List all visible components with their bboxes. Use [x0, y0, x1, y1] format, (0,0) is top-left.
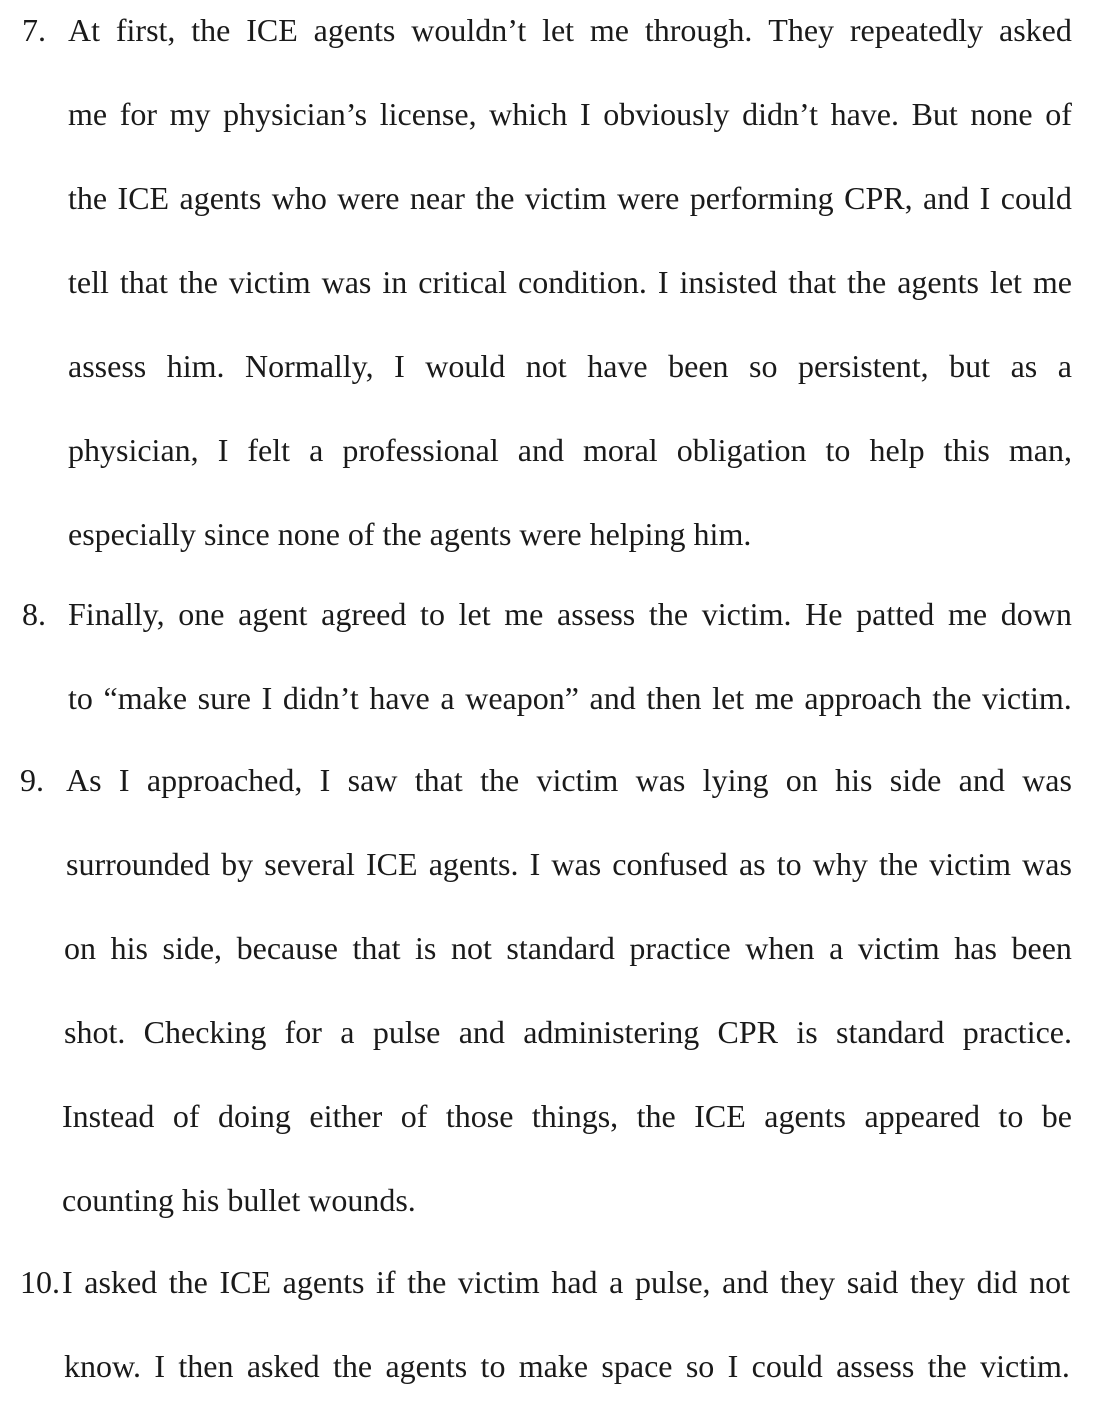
paragraph-line: At first, the ICE agents wouldn’t let me through. They repeatedly asked [68, 12, 1072, 48]
paragraph-line: Finally, one agent agreed to let me assess the victim. He patted me down [68, 596, 1072, 632]
paragraph-number: 7. [22, 12, 46, 48]
paragraph-line: shot. Checking for a pulse and administering CPR is standard practice. [64, 1014, 1072, 1050]
paragraph-line: physician, I felt a professional and moral obligation to help this man, [68, 432, 1072, 468]
paragraph-line: on his side, because that is not standard practice when a victim has been [64, 930, 1072, 966]
paragraph-9 [20, 760, 1072, 1220]
paragraph-line: the ICE agents who were near the victim were performing CPR, and I could [68, 180, 1072, 216]
paragraph-number: 8. [22, 596, 46, 632]
paragraph-line: to “make sure I didn’t have a weapon” and then let me approach the victim. [68, 680, 1072, 716]
paragraph-line: assess him. Normally, I would not have been so persistent, but as a [68, 348, 1072, 384]
paragraph-line: Instead of doing either of those things, the ICE agents appeared to be [62, 1098, 1072, 1134]
paragraph-line: surrounded by several ICE agents. I was confused as to why the victim was [66, 846, 1072, 882]
paragraph-line: counting his bullet wounds. [62, 1182, 416, 1218]
paragraph-line: I asked the ICE agents if the victim had a pulse, and they said they did not [62, 1264, 1070, 1300]
paragraph-line: tell that the victim was in critical condition. I insisted that the agents let me [68, 264, 1072, 300]
paragraph-line: know. I then asked the agents to make space so I could assess the victim. [64, 1348, 1070, 1384]
paragraph-line: especially since none of the agents were helping him. [68, 516, 752, 552]
paragraph-8 [22, 594, 1072, 718]
paragraph-7 [22, 10, 1072, 550]
paragraph-number: 10. [20, 1264, 60, 1300]
paragraph-10 [20, 1262, 1072, 1386]
paragraph-number: 9. [20, 762, 44, 798]
paragraph-line: As I approached, I saw that the victim was lying on his side and was [66, 762, 1072, 798]
paragraph-line: me for my physician’s license, which I obviously didn’t have. But none of [68, 96, 1072, 132]
